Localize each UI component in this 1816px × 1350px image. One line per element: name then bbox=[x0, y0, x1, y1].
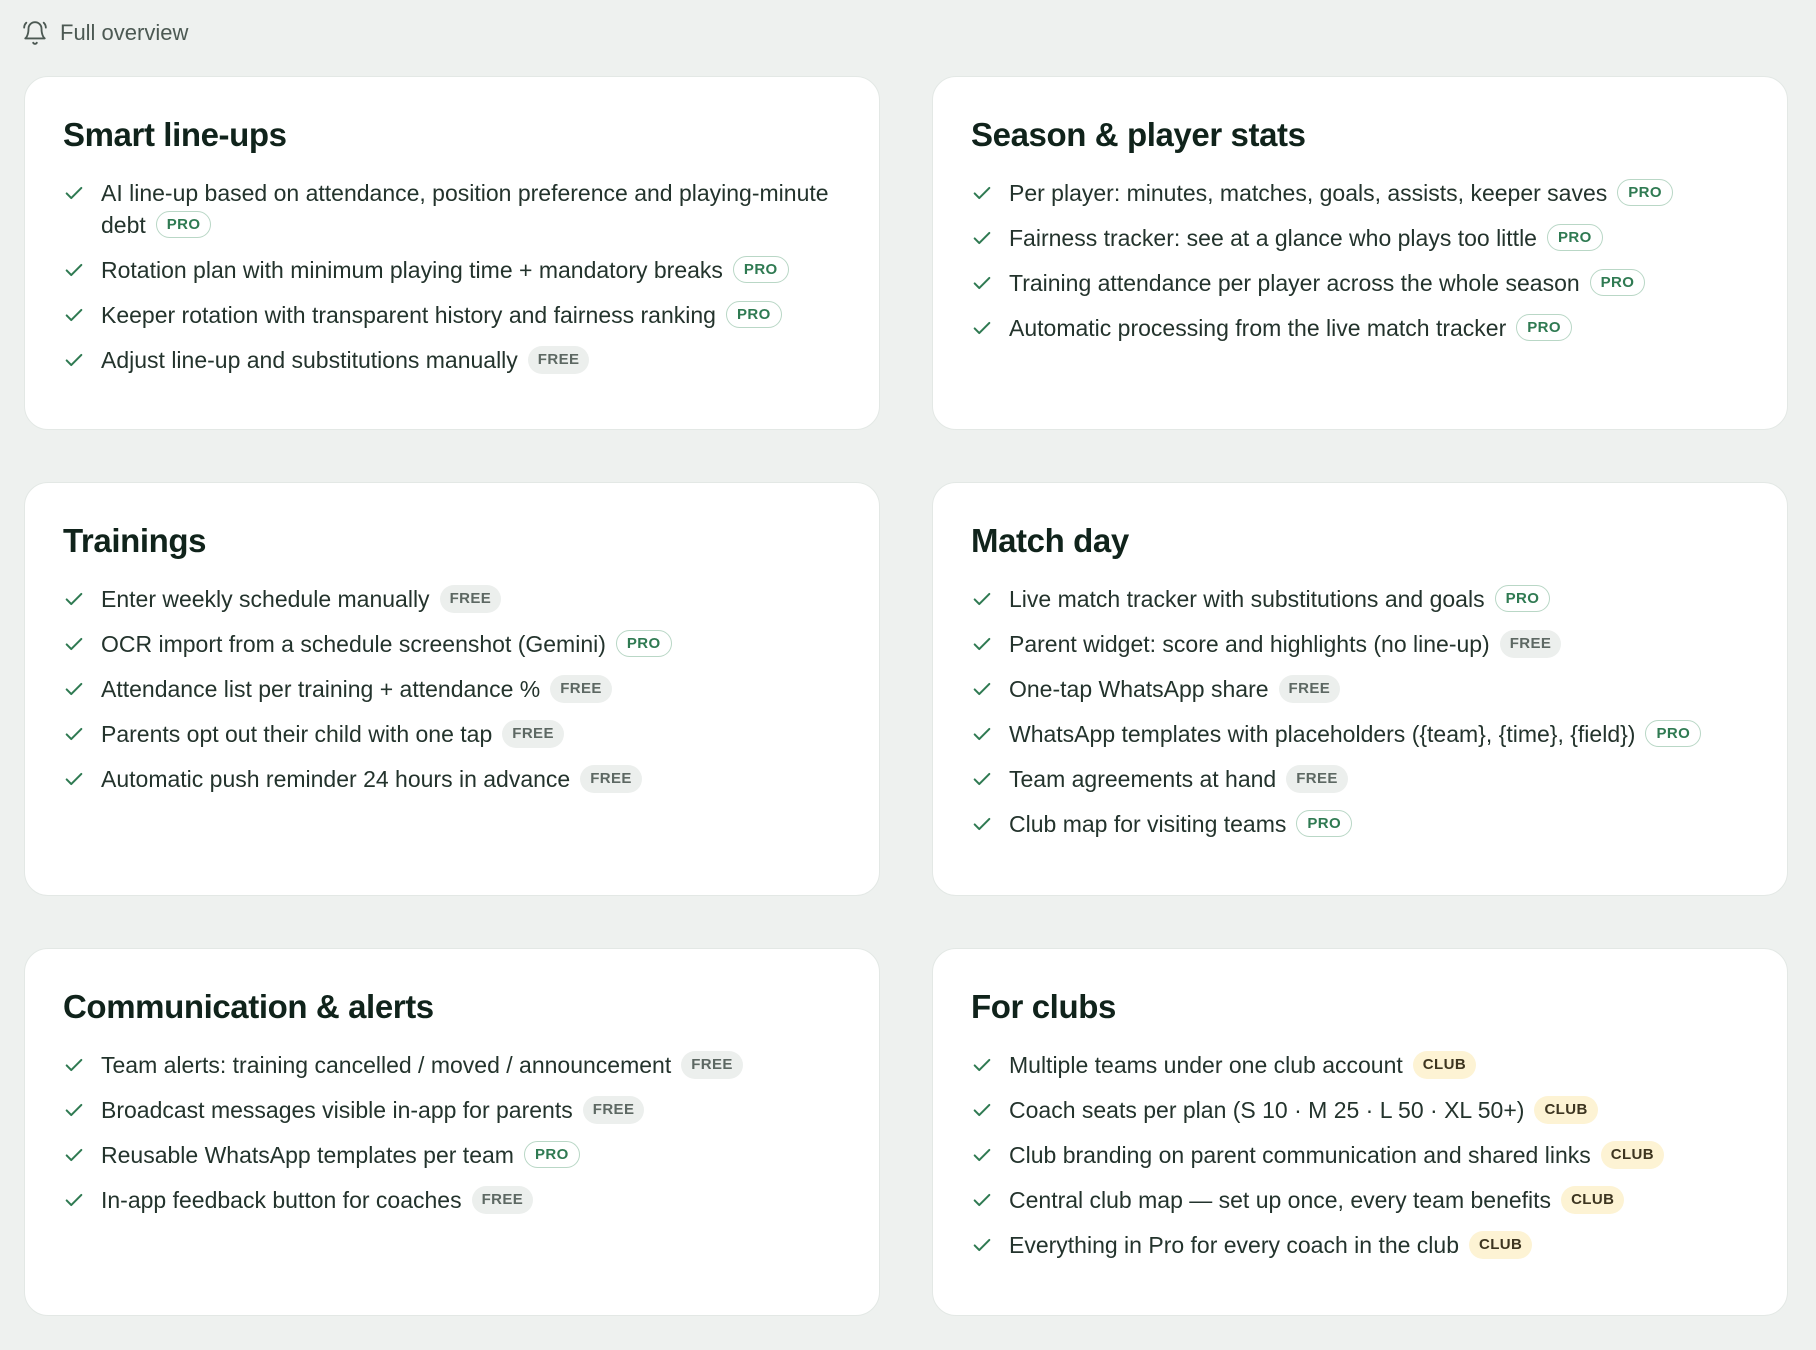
feature-text-wrap bbox=[101, 254, 841, 286]
feature-item bbox=[971, 177, 1749, 209]
tier-badge-free: FREE bbox=[681, 1051, 743, 1079]
check-icon bbox=[63, 1094, 87, 1126]
feature-text: Parent widget: score and highlights (no line-up) bbox=[1009, 631, 1490, 657]
check-icon bbox=[971, 1184, 995, 1216]
tier-badge-free: FREE bbox=[472, 1186, 534, 1214]
feature-text: Fairness tracker: see at a glance who plays too little bbox=[1009, 225, 1537, 251]
feature-item bbox=[63, 763, 841, 795]
tier-badge-pro: PRO bbox=[1296, 810, 1352, 837]
check-icon bbox=[63, 628, 87, 660]
feature-text-wrap bbox=[1009, 1184, 1749, 1216]
tier-badge-free: FREE bbox=[440, 585, 502, 613]
feature-text: Keeper rotation with transparent history and fairness ranking bbox=[101, 302, 716, 328]
feature-text: Automatic push reminder 24 hours in advance bbox=[101, 766, 571, 792]
check-icon bbox=[971, 1229, 995, 1261]
feature-item bbox=[971, 267, 1749, 299]
feature-item bbox=[971, 673, 1749, 705]
tier-badge-free: FREE bbox=[583, 1096, 645, 1124]
check-icon bbox=[63, 1184, 87, 1216]
tier-badge-pro: PRO bbox=[1547, 224, 1603, 251]
feature-text: Team agreements at hand bbox=[1009, 766, 1277, 792]
check-icon bbox=[63, 177, 87, 209]
feature-text: Training attendance per player across the whole season bbox=[1009, 270, 1580, 296]
feature-item bbox=[63, 1139, 841, 1171]
check-icon bbox=[971, 267, 995, 299]
feature-text: WhatsApp templates with placeholders ({team}, {time}, {field}) bbox=[1009, 721, 1636, 747]
feature-text-wrap bbox=[1009, 177, 1749, 209]
feature-card-trainings bbox=[24, 482, 880, 896]
feature-text: Live match tracker with substitutions and goals bbox=[1009, 586, 1485, 612]
tier-badge-club: CLUB bbox=[1601, 1141, 1664, 1169]
feature-text: OCR import from a schedule screenshot (Gemini) bbox=[101, 631, 606, 657]
check-icon bbox=[63, 763, 87, 795]
feature-text-wrap bbox=[1009, 1229, 1749, 1261]
overview-title: Full overview bbox=[60, 20, 189, 45]
feature-text: Adjust line-up and substitutions manually bbox=[101, 347, 518, 373]
check-icon bbox=[971, 673, 995, 705]
tier-badge-free: FREE bbox=[502, 720, 564, 748]
feature-text-wrap bbox=[101, 673, 841, 705]
tier-badge-free: FREE bbox=[550, 675, 612, 703]
check-icon bbox=[63, 344, 87, 376]
tier-badge-pro: PRO bbox=[726, 301, 782, 328]
feature-text: Per player: minutes, matches, goals, assists, keeper saves bbox=[1009, 180, 1608, 206]
feature-text: Central club map — set up once, every team benefits bbox=[1009, 1187, 1552, 1213]
feature-text: Automatic processing from the live match tracker bbox=[1009, 315, 1507, 341]
feature-text: In-app feedback button for coaches bbox=[101, 1187, 462, 1213]
feature-list bbox=[971, 1049, 1749, 1261]
tier-badge-free: FREE bbox=[528, 346, 590, 374]
feature-item bbox=[63, 628, 841, 660]
feature-card-smart-line-ups bbox=[24, 76, 880, 430]
feature-item bbox=[63, 1184, 841, 1216]
card-title: Communication & alerts bbox=[63, 988, 434, 1025]
check-icon bbox=[971, 1094, 995, 1126]
feature-text-wrap bbox=[101, 344, 841, 376]
check-icon bbox=[63, 583, 87, 615]
feature-text-wrap bbox=[1009, 1139, 1749, 1171]
feature-text-wrap bbox=[1009, 267, 1749, 299]
feature-item bbox=[63, 1094, 841, 1126]
feature-item bbox=[63, 673, 841, 705]
feature-text-wrap bbox=[101, 1094, 841, 1126]
card-title: Season & player stats bbox=[971, 116, 1306, 153]
card-title: For clubs bbox=[971, 988, 1116, 1025]
feature-item bbox=[63, 177, 841, 241]
feature-list bbox=[971, 583, 1749, 840]
tier-badge-pro: PRO bbox=[1516, 314, 1572, 341]
feature-text: Reusable WhatsApp templates per team bbox=[101, 1142, 514, 1168]
tier-badge-pro: PRO bbox=[156, 211, 212, 238]
tier-badge-pro: PRO bbox=[524, 1141, 580, 1168]
tier-badge-pro: PRO bbox=[1590, 269, 1646, 296]
feature-item bbox=[971, 1184, 1749, 1216]
feature-text: Parents opt out their child with one tap bbox=[101, 721, 493, 747]
feature-text-wrap bbox=[101, 583, 841, 615]
tier-badge-pro: PRO bbox=[733, 256, 789, 283]
feature-text-wrap bbox=[1009, 628, 1749, 660]
feature-text-wrap bbox=[101, 718, 841, 750]
check-icon bbox=[971, 763, 995, 795]
feature-item bbox=[971, 1229, 1749, 1261]
feature-text-wrap bbox=[101, 1049, 841, 1081]
feature-text-wrap bbox=[1009, 808, 1749, 840]
feature-card-for-clubs bbox=[932, 948, 1788, 1316]
card-title: Trainings bbox=[63, 522, 207, 559]
overview-header bbox=[22, 18, 188, 48]
feature-card-match-day bbox=[932, 482, 1788, 896]
feature-text-wrap bbox=[1009, 583, 1749, 615]
check-icon bbox=[63, 1139, 87, 1171]
check-icon bbox=[63, 254, 87, 286]
feature-item bbox=[971, 1094, 1749, 1126]
feature-text-wrap bbox=[101, 1139, 841, 1171]
feature-text: One-tap WhatsApp share bbox=[1009, 676, 1269, 702]
feature-text-wrap bbox=[1009, 222, 1749, 254]
tier-badge-pro: PRO bbox=[1495, 585, 1551, 612]
feature-text-wrap bbox=[1009, 718, 1749, 750]
feature-text: Everything in Pro for every coach in the club bbox=[1009, 1232, 1460, 1258]
check-icon bbox=[63, 1049, 87, 1081]
check-icon bbox=[971, 808, 995, 840]
feature-text-wrap bbox=[1009, 763, 1749, 795]
tier-badge-club: CLUB bbox=[1469, 1231, 1532, 1259]
feature-text-wrap bbox=[101, 628, 841, 660]
tier-badge-pro: PRO bbox=[1645, 720, 1701, 747]
feature-item bbox=[971, 1049, 1749, 1081]
feature-item bbox=[971, 1139, 1749, 1171]
feature-item bbox=[63, 718, 841, 750]
bell-icon bbox=[22, 20, 48, 46]
tier-badge-pro: PRO bbox=[1617, 179, 1673, 206]
feature-text-wrap bbox=[101, 177, 841, 241]
feature-item bbox=[971, 583, 1749, 615]
feature-text: Enter weekly schedule manually bbox=[101, 586, 430, 612]
feature-list bbox=[971, 177, 1749, 344]
check-icon bbox=[971, 718, 995, 750]
check-icon bbox=[63, 299, 87, 331]
tier-badge-club: CLUB bbox=[1534, 1096, 1597, 1124]
feature-item bbox=[63, 299, 841, 331]
feature-item bbox=[63, 1049, 841, 1081]
tier-badge-free: FREE bbox=[1279, 675, 1341, 703]
check-icon bbox=[971, 312, 995, 344]
feature-text-wrap bbox=[1009, 673, 1749, 705]
feature-item bbox=[971, 628, 1749, 660]
card-title: Match day bbox=[971, 522, 1129, 559]
feature-text: Attendance list per training + attendance % bbox=[101, 676, 541, 702]
feature-item bbox=[971, 808, 1749, 840]
tier-badge-free: FREE bbox=[580, 765, 642, 793]
feature-item bbox=[971, 222, 1749, 254]
feature-item bbox=[971, 718, 1749, 750]
tier-badge-free: FREE bbox=[1500, 630, 1562, 658]
check-icon bbox=[971, 222, 995, 254]
check-icon bbox=[63, 673, 87, 705]
feature-text-wrap bbox=[1009, 1094, 1749, 1126]
feature-text: Rotation plan with minimum playing time + mandatory breaks bbox=[101, 257, 723, 283]
card-title: Smart line-ups bbox=[63, 116, 287, 153]
feature-text-wrap bbox=[1009, 312, 1749, 344]
feature-text-wrap bbox=[101, 1184, 841, 1216]
feature-list bbox=[63, 177, 841, 376]
feature-item bbox=[971, 312, 1749, 344]
feature-text-wrap bbox=[1009, 1049, 1749, 1081]
tier-badge-pro: PRO bbox=[616, 630, 672, 657]
feature-card-communication-alerts bbox=[24, 948, 880, 1316]
tier-badge-free: FREE bbox=[1286, 765, 1348, 793]
check-icon bbox=[971, 628, 995, 660]
feature-text: Multiple teams under one club account bbox=[1009, 1052, 1403, 1078]
feature-card-season-player-stats bbox=[932, 76, 1788, 430]
feature-text-wrap bbox=[101, 763, 841, 795]
feature-cards-grid bbox=[24, 76, 1788, 1316]
check-icon bbox=[971, 1049, 995, 1081]
tier-badge-club: CLUB bbox=[1561, 1186, 1624, 1214]
feature-text: Broadcast messages visible in-app for parents bbox=[101, 1097, 573, 1123]
feature-list bbox=[63, 1049, 841, 1216]
feature-text: AI line-up based on attendance, position preference and playing-minute debt bbox=[101, 180, 829, 238]
check-icon bbox=[971, 177, 995, 209]
tier-badge-club: CLUB bbox=[1413, 1051, 1476, 1079]
feature-text: Club branding on parent communication and shared links bbox=[1009, 1142, 1591, 1168]
feature-text: Team alerts: training cancelled / moved / announcement bbox=[101, 1052, 672, 1078]
check-icon bbox=[63, 718, 87, 750]
feature-item bbox=[63, 344, 841, 376]
check-icon bbox=[971, 1139, 995, 1171]
feature-item bbox=[63, 583, 841, 615]
feature-text: Coach seats per plan (S 10 · M 25 · L 50 · XL 50+) bbox=[1009, 1097, 1525, 1123]
feature-list bbox=[63, 583, 841, 795]
feature-item bbox=[63, 254, 841, 286]
feature-text: Club map for visiting teams bbox=[1009, 811, 1287, 837]
feature-text-wrap bbox=[101, 299, 841, 331]
check-icon bbox=[971, 583, 995, 615]
feature-item bbox=[971, 763, 1749, 795]
